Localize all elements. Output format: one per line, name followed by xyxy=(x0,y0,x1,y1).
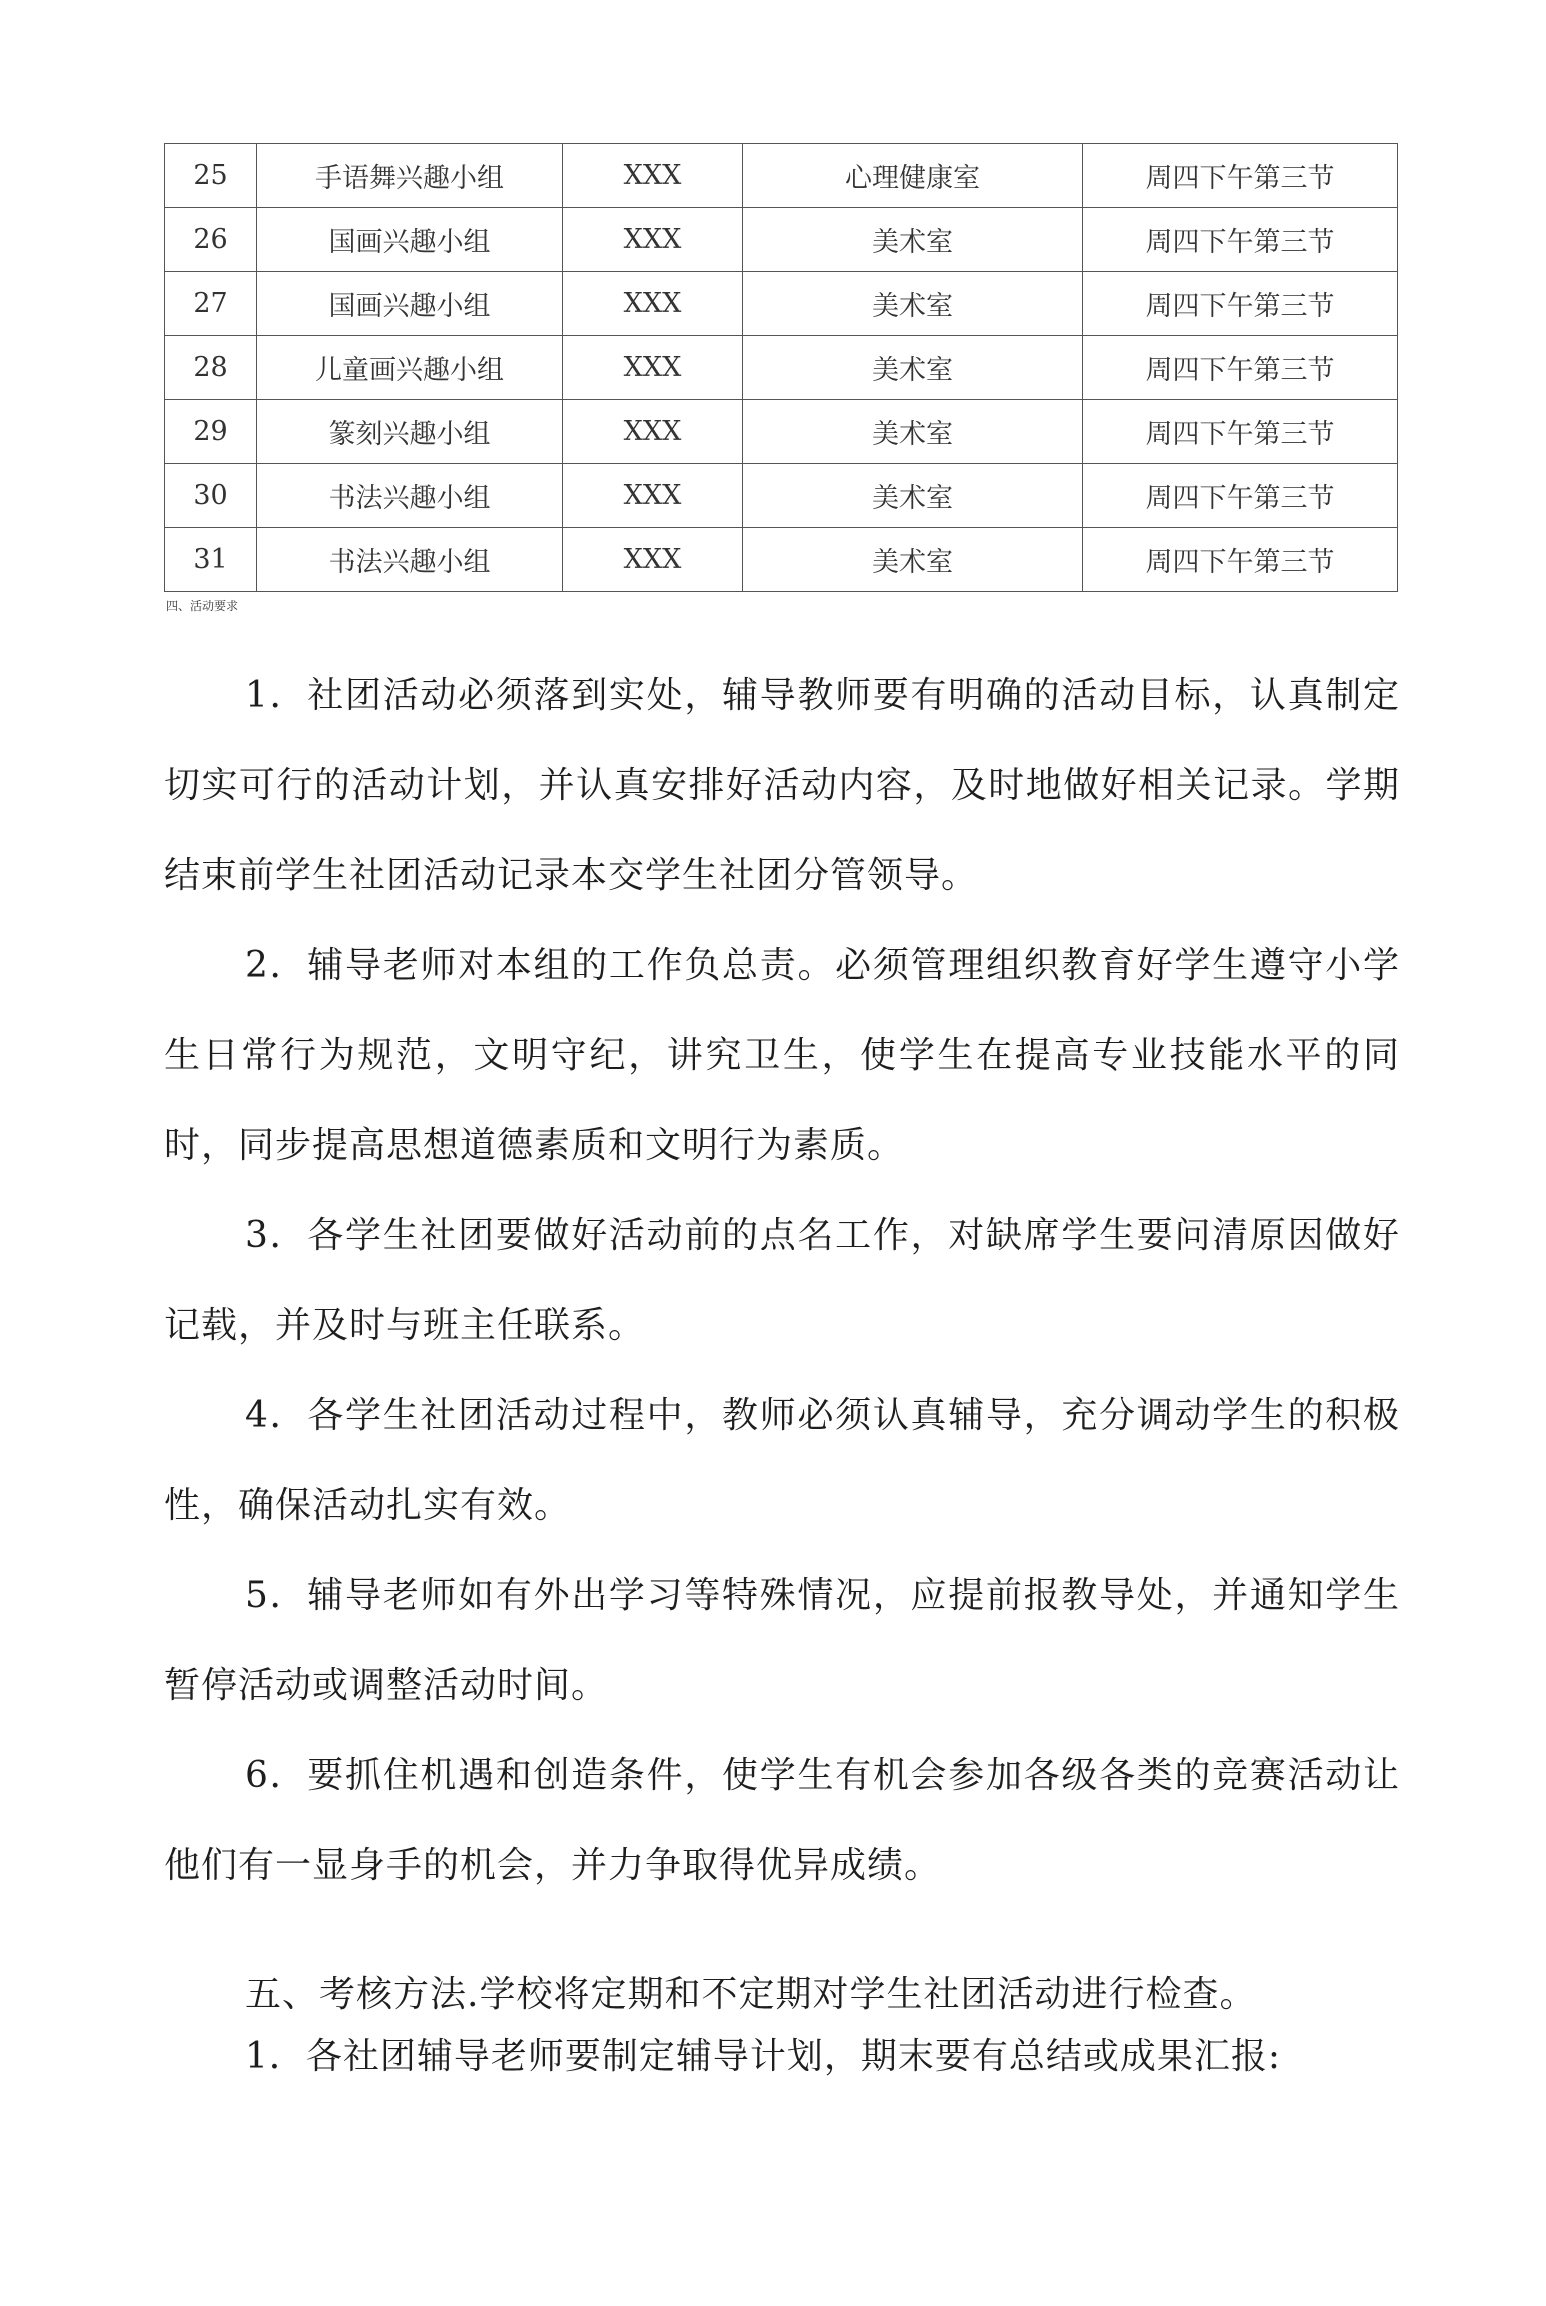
club-name: 国画兴趣小组 xyxy=(257,272,563,336)
activity-requirements-body xyxy=(164,651,1400,1911)
teacher-name: XXX xyxy=(563,208,743,272)
requirement-paragraph: 5．辅导老师如有外出学习等特殊情况，应提前报教导处，并通知学生暂停活动或调整活动时间。 xyxy=(164,1575,1400,1706)
table-row xyxy=(165,336,1398,400)
table-row xyxy=(165,144,1398,208)
table-row xyxy=(165,400,1398,464)
activity-time: 周四下午第三节 xyxy=(1083,400,1398,464)
activity-time: 周四下午第三节 xyxy=(1083,272,1398,336)
club-name: 书法兴趣小组 xyxy=(257,464,563,528)
club-name: 篆刻兴趣小组 xyxy=(257,400,563,464)
activity-time: 周四下午第三节 xyxy=(1083,208,1398,272)
activity-location: 美术室 xyxy=(743,528,1083,592)
teacher-name: XXX xyxy=(563,528,743,592)
requirement-paragraph: 6．要抓住机遇和创造条件，使学生有机会参加各级各类的竞赛活动让他们有一显身手的机会，并力争取得优异成绩。 xyxy=(164,1755,1400,1886)
assessment-item: 1．各社团辅导老师要制定辅导计划，期末要有总结或成果汇报: xyxy=(245,2036,1282,2077)
requirement-paragraph: 2．辅导老师对本组的工作负总责。必须管理组织教育好学生遵守小学生日常行为规范，文明守纪，讲究卫生，使学生在提高专业技能水平的同时，同步提高思想道德素质和文明行为素质。 xyxy=(164,945,1400,1166)
table-row xyxy=(165,464,1398,528)
row-number: 29 xyxy=(165,400,257,464)
activity-location: 美术室 xyxy=(743,464,1083,528)
row-number: 26 xyxy=(165,208,257,272)
activity-location: 美术室 xyxy=(743,336,1083,400)
teacher-name: XXX xyxy=(563,464,743,528)
club-name: 手语舞兴趣小组 xyxy=(257,144,563,208)
club-name: 儿童画兴趣小组 xyxy=(257,336,563,400)
teacher-name: XXX xyxy=(563,272,743,336)
club-name: 书法兴趣小组 xyxy=(257,528,563,592)
table-row xyxy=(165,528,1398,592)
table-row xyxy=(165,272,1398,336)
teacher-name: XXX xyxy=(563,400,743,464)
club-name: 国画兴趣小组 xyxy=(257,208,563,272)
requirement-paragraph: 3．各学生社团要做好活动前的点名工作，对缺席学生要问清原因做好记载，并及时与班主任联系。 xyxy=(164,1215,1400,1346)
activity-location: 心理健康室 xyxy=(743,144,1083,208)
row-number: 30 xyxy=(165,464,257,528)
table-row xyxy=(165,208,1398,272)
requirement-paragraph: 1．社团活动必须落到实处，辅导教师要有明确的活动目标，认真制定切实可行的活动计划，并认真安排好活动内容，及时地做好相关记录。学期结束前学生社团活动记录本交学生社团分管领导。 xyxy=(164,675,1400,896)
activity-time: 周四下午第三节 xyxy=(1083,464,1398,528)
club-schedule-table xyxy=(164,143,1398,592)
row-number: 25 xyxy=(165,144,257,208)
teacher-name: XXX xyxy=(563,336,743,400)
row-number: 27 xyxy=(165,272,257,336)
activity-location: 美术室 xyxy=(743,208,1083,272)
row-number: 31 xyxy=(165,528,257,592)
row-number: 28 xyxy=(165,336,257,400)
activity-time: 周四下午第三节 xyxy=(1083,144,1398,208)
activity-time: 周四下午第三节 xyxy=(1083,336,1398,400)
teacher-name: XXX xyxy=(563,144,743,208)
activity-time: 周四下午第三节 xyxy=(1083,528,1398,592)
requirement-paragraph: 4．各学生社团活动过程中，教师必须认真辅导，充分调动学生的积极性，确保活动扎实有效。 xyxy=(164,1395,1400,1526)
activity-location: 美术室 xyxy=(743,272,1083,336)
section-heading-assessment: 五、考核方法.学校将定期和不定期对学生社团活动进行检查。 xyxy=(245,1974,1257,2015)
activity-location: 美术室 xyxy=(743,400,1083,464)
section-heading-activity-requirements: 四、活动要求 xyxy=(166,599,239,613)
